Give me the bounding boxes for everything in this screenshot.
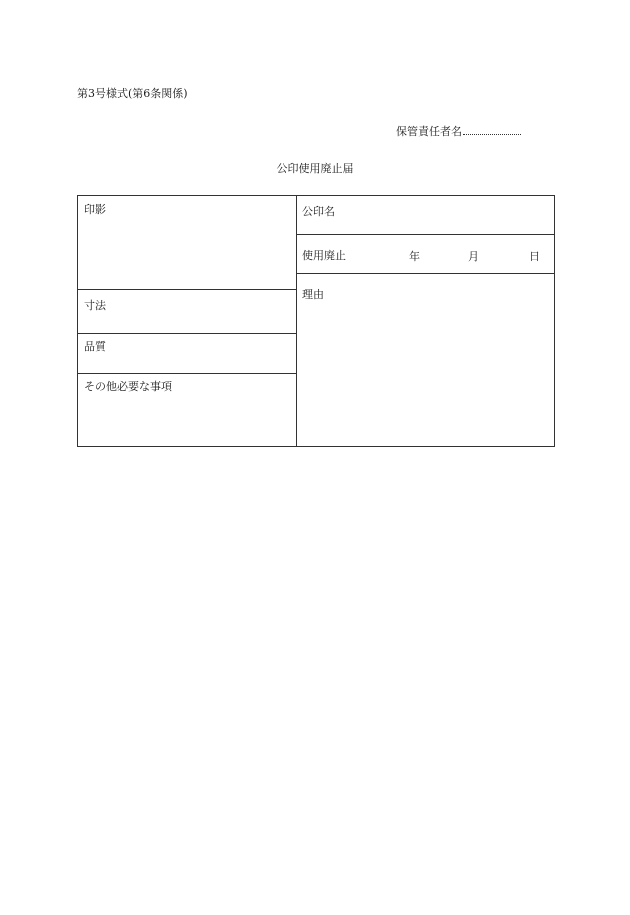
other-matters-label: その他必要な事項: [84, 380, 172, 393]
custodian-label: 保管責任者名: [396, 125, 462, 138]
reason-cell[interactable]: [296, 273, 554, 446]
abolition-date-cell[interactable]: [296, 234, 554, 273]
other-matters-cell[interactable]: [78, 373, 296, 446]
year-label: 年: [409, 250, 420, 263]
month-label: 月: [468, 250, 479, 263]
document-title: 公印使用廃止届: [276, 162, 354, 175]
form-number: 第3号様式(第6条関係): [77, 87, 188, 100]
form-table: [77, 195, 555, 447]
custodian-field: [396, 123, 521, 139]
day-label: 日: [529, 250, 540, 263]
impression-cell[interactable]: [78, 196, 296, 289]
seal-name-cell[interactable]: [296, 196, 554, 234]
seal-name-label: 公印名: [302, 205, 335, 218]
material-label: 品質: [84, 340, 106, 353]
custodian-name-blank[interactable]: [463, 124, 521, 135]
dimensions-cell[interactable]: [78, 289, 296, 333]
impression-label: 印影: [84, 203, 106, 216]
abolition-label: 使用廃止: [302, 249, 346, 262]
dimensions-label: 寸法: [84, 299, 106, 312]
material-cell[interactable]: [78, 333, 296, 373]
reason-label: 理由: [302, 288, 324, 301]
